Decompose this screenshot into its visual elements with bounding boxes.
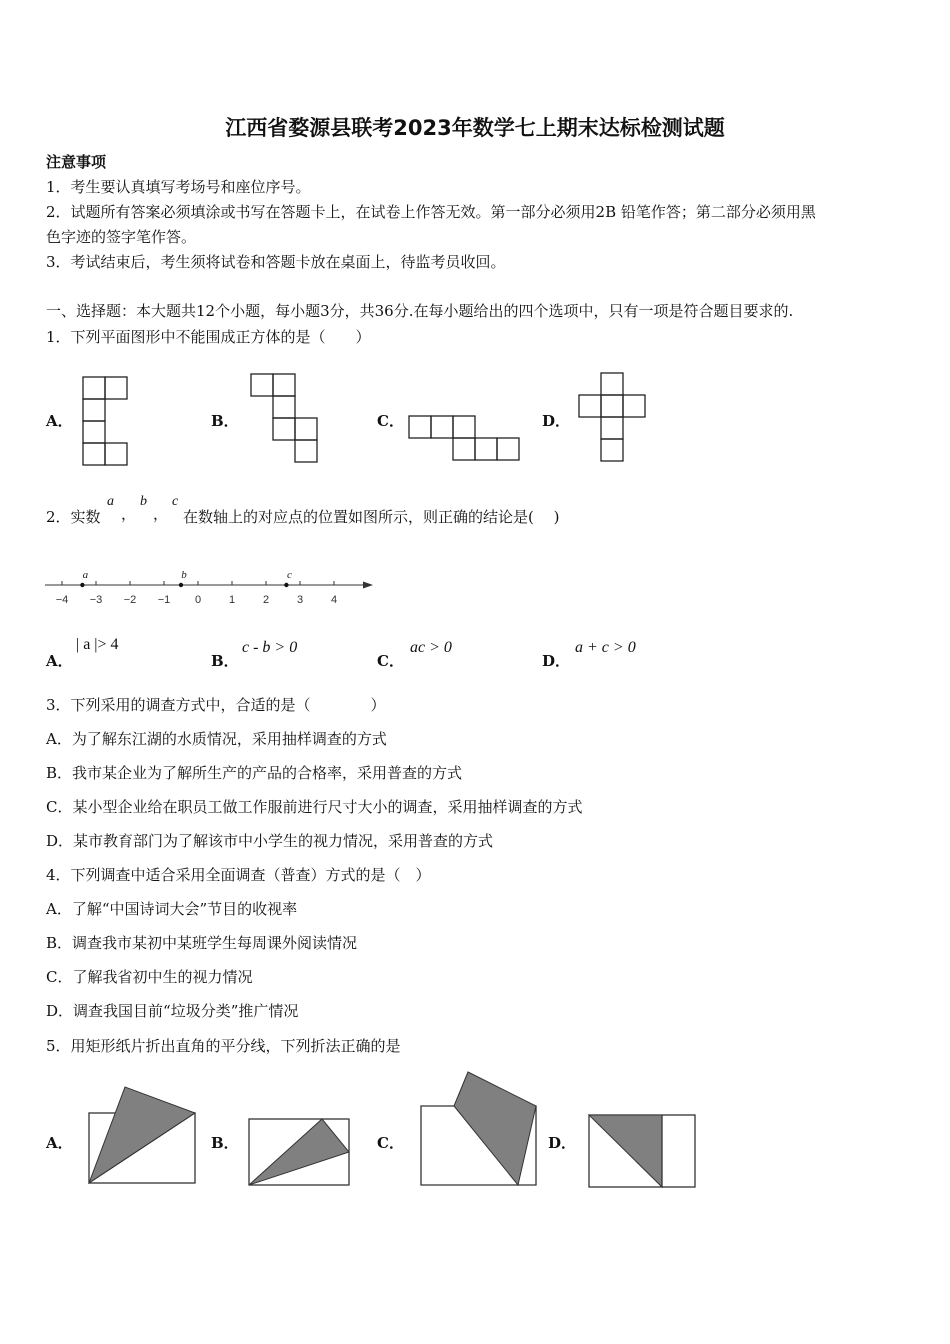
- q2-var-c: c: [172, 494, 179, 509]
- number-line-figure: [40, 564, 380, 610]
- q1-net-a-figure: [82, 376, 130, 468]
- note-item: 1．考生要认真填写考场号和座位序号。: [46, 178, 311, 196]
- q1-net-c-figure: [408, 415, 523, 463]
- q1-option-d: D．: [542, 412, 571, 430]
- q5-stem: 5．用矩形纸片折出直角的平分线，下列折法正确的是: [46, 1037, 401, 1055]
- q2-suffix: 在数轴上的对应点的位置如图所示，则正确的结论是( ): [183, 508, 560, 526]
- number-line-tick-label: 0: [194, 594, 202, 606]
- point-a: [80, 583, 84, 587]
- q2-var-a: a: [107, 494, 114, 509]
- note-item: 3．考试结束后，考生须将试卷和答题卡放在桌面上，待监考员收回。: [46, 253, 506, 271]
- q5-fold-a-figure: [85, 1085, 200, 1190]
- q2-comma: ，: [121, 505, 137, 523]
- q2-formula-b: c - b > 0: [242, 639, 298, 656]
- q3-option-a: A．为了解东江湖的水质情况，采用抽样调查的方式: [46, 730, 387, 748]
- q2-formula-a: | a |> 4: [76, 636, 119, 653]
- number-line-tick-label: 3: [296, 594, 304, 606]
- q2-comma: ，: [153, 505, 169, 523]
- q4-option-d: D．调查我国目前“垃圾分类”推广情况: [46, 1002, 299, 1020]
- point-c: [284, 583, 288, 587]
- q2-prefix: 2．实数: [46, 508, 101, 526]
- number-line-tick-label: −3: [89, 594, 103, 606]
- q5-option-d: D．: [548, 1134, 577, 1152]
- number-line-tick-label: 2: [262, 594, 270, 606]
- q4-option-b: B．调查我市某初中某班学生每周课外阅读情况: [46, 934, 358, 952]
- number-line-arrow: [363, 582, 373, 589]
- q1-net-d-figure: [578, 372, 648, 464]
- note-item: 2．试题所有答案必须填涂或书写在答题卡上，在试卷上作答无效。第一部分必须用2B 铅笔作答；第二部分必须用黑: [46, 203, 816, 221]
- point-b: [179, 583, 183, 587]
- q3-option-d: D．某市教育部门为了解该市中小学生的视力情况，采用普查的方式: [46, 832, 494, 850]
- q1-option-c: C．: [377, 412, 404, 430]
- q5-fold-d-figure: [586, 1112, 700, 1190]
- q4-option-a: A．了解“中国诗词大会”节目的收视率: [46, 900, 298, 918]
- q2-option-a: A．: [46, 652, 73, 670]
- number-line-tick-label: −2: [123, 594, 137, 606]
- q5-fold-b-figure: [246, 1116, 352, 1188]
- notes-heading: 注意事项: [46, 153, 107, 171]
- q2-var-b: b: [140, 494, 147, 509]
- section-heading: 一、选择题：本大题共12个小题，每小题3分，共36分.在每小题给出的四个选项中，只有一项是符合题目要求的.: [46, 302, 794, 320]
- q1-option-b: B．: [211, 412, 239, 430]
- q2-option-b: B．: [211, 652, 239, 670]
- q5-option-b: B．: [211, 1134, 239, 1152]
- q4-stem: 4．下列调查中适合采用全面调查（普查）方式的是（ ）: [46, 866, 431, 884]
- q2-option-c: C．: [377, 652, 404, 670]
- q3-option-b: B．我市某企业为了解所生产的产品的合格率，采用普查的方式: [46, 764, 463, 782]
- q5-option-c: C．: [377, 1134, 404, 1152]
- q1-option-a: A．: [46, 412, 73, 430]
- q1-net-b-figure: [250, 373, 320, 465]
- q2-formula-c: ac > 0: [410, 639, 452, 656]
- point-label-b: b: [181, 569, 187, 581]
- point-label-a: a: [82, 569, 89, 581]
- point-label-c: c: [286, 569, 292, 581]
- q4-option-c: C．了解我省初中生的视力情况: [46, 968, 253, 986]
- number-line-tick-label: −4: [55, 594, 69, 606]
- q1-stem: 1．下列平面图形中不能围成正方体的是（ ）: [46, 328, 371, 346]
- q5-option-a: A．: [46, 1134, 73, 1152]
- page-title: 江西省婺源县联考2023年数学七上期末达标检测试题: [225, 116, 725, 140]
- number-line-tick-label: 4: [330, 594, 338, 606]
- q3-option-c: C．某小型企业给在职员工做工作服前进行尺寸大小的调查，采用抽样调查的方式: [46, 798, 583, 816]
- note-item: 色字迹的签字笔作答。: [46, 228, 197, 246]
- q2-option-d: D．: [542, 652, 571, 670]
- number-line-tick-label: −1: [157, 594, 171, 606]
- number-line-tick-label: 1: [228, 594, 236, 606]
- q5-fold-c-figure: [418, 1070, 543, 1188]
- q3-stem: 3．下列采用的调查方式中，合适的是（ ）: [46, 696, 386, 714]
- q2-formula-d: a + c > 0: [575, 639, 636, 656]
